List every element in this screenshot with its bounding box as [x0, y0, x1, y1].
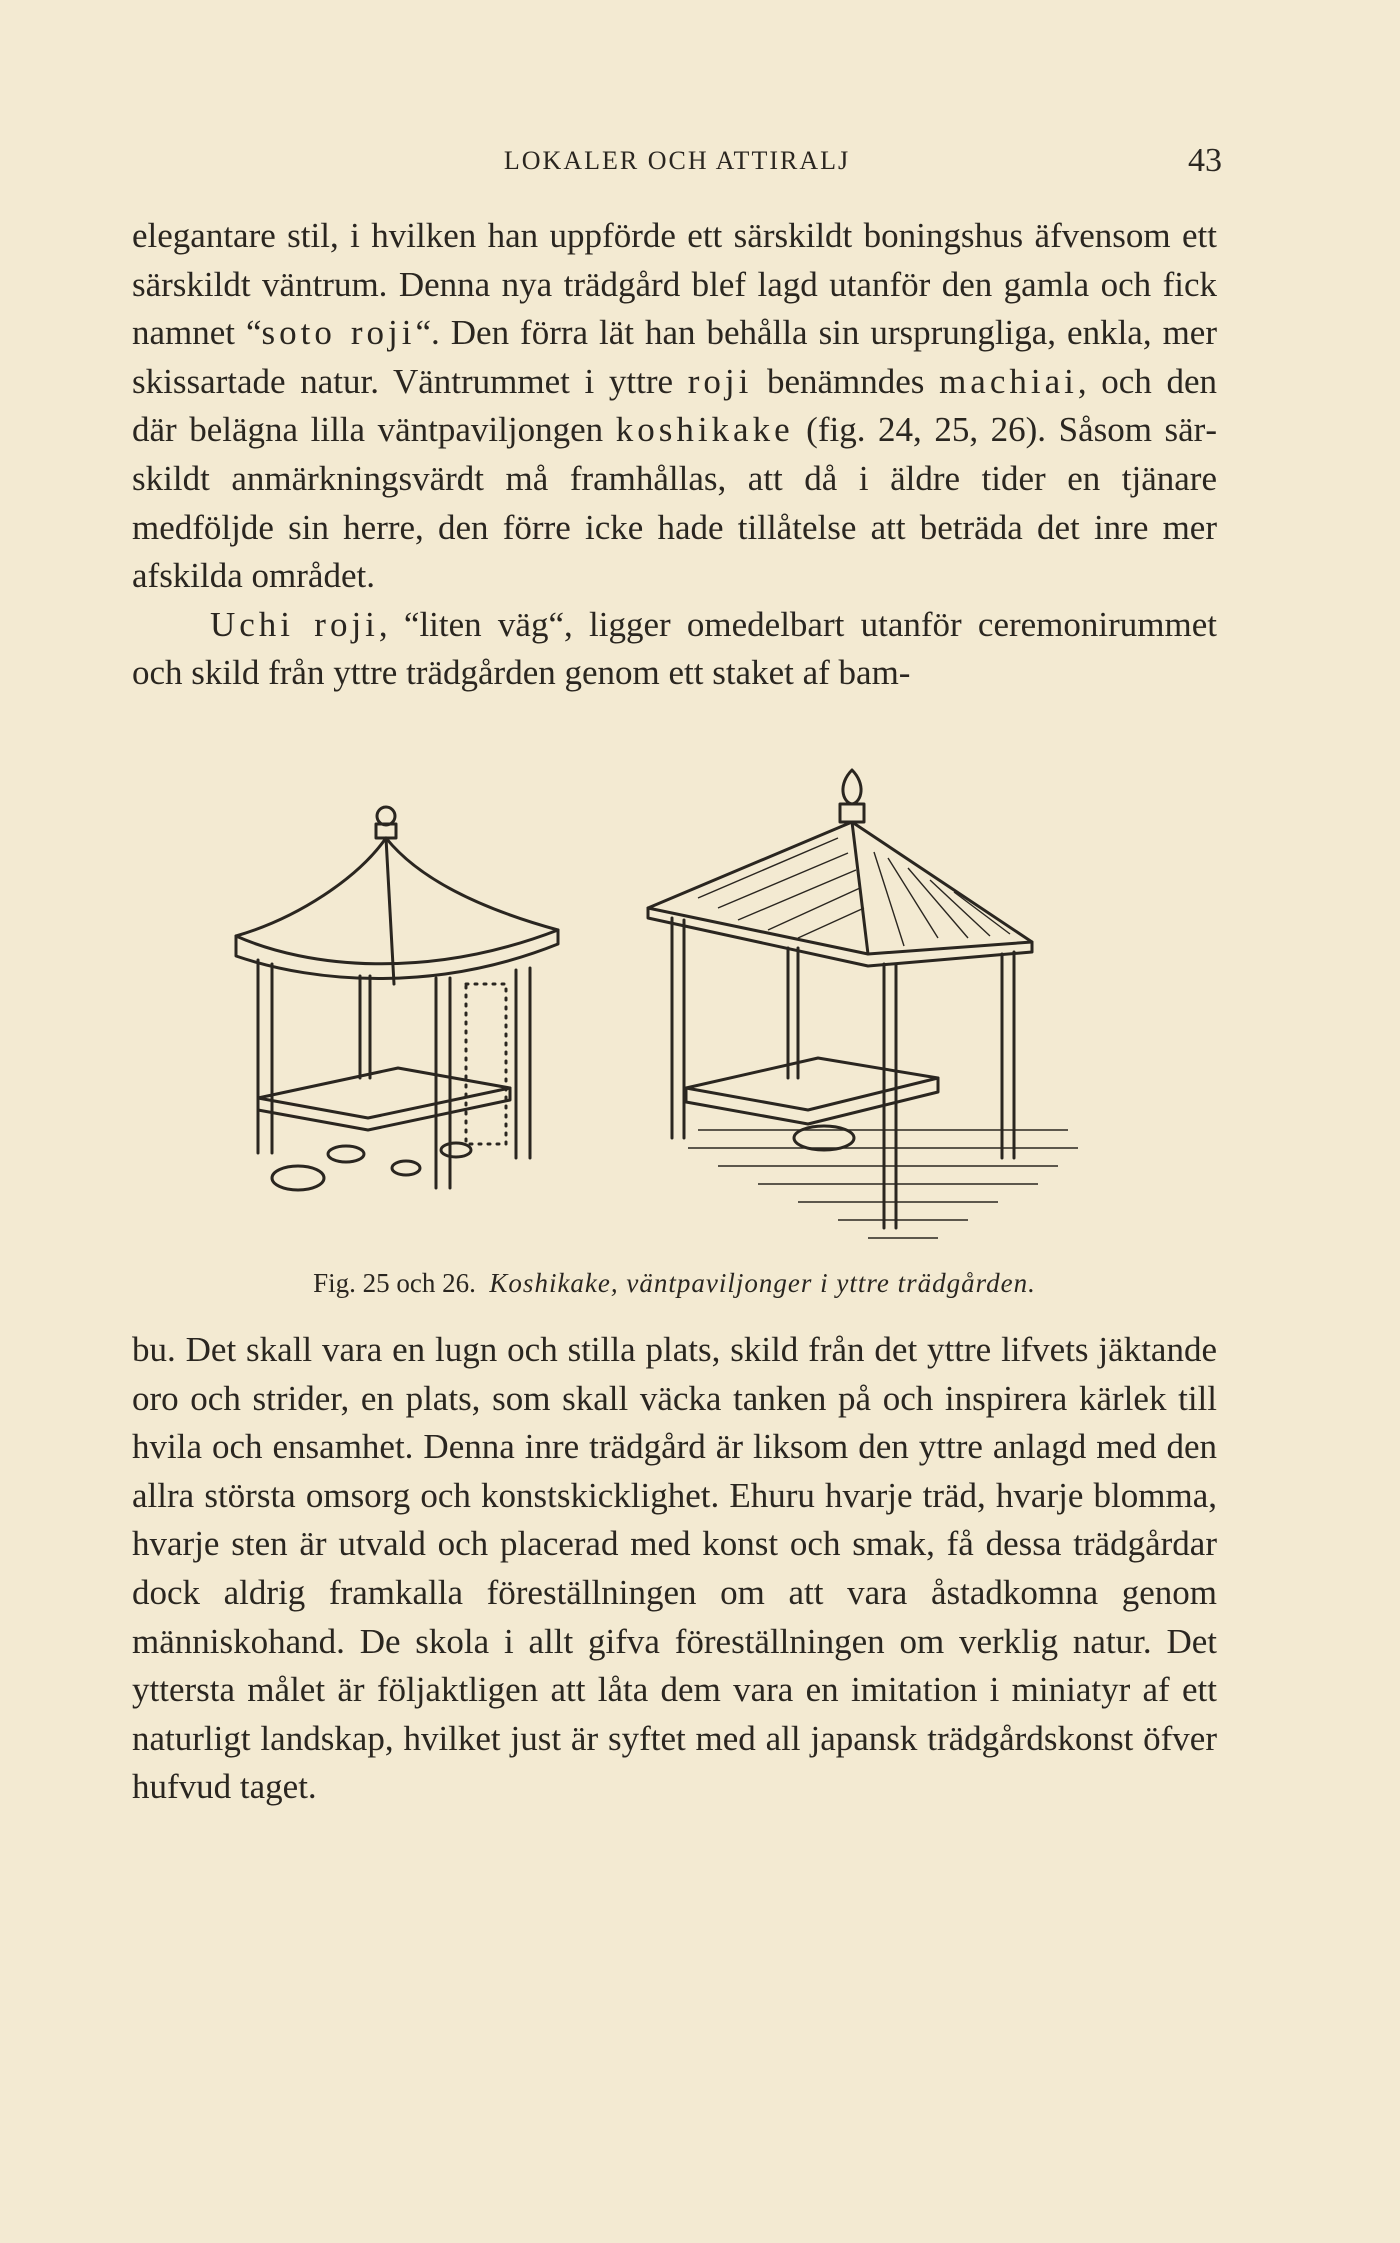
pavilion-illustration-fig25	[228, 758, 588, 1198]
paragraph-uchi-roji: Uchi roji, “liten väg“, ligger omedelbart utanför ceremonirummet och skild från yttre trädgården genom ett staket af bam-	[132, 604, 1217, 693]
caption-label: Fig. 25 och 26.	[313, 1268, 476, 1298]
term-soto-roji: soto roji	[261, 313, 416, 353]
term-roji: roji	[687, 361, 753, 401]
term-uchi-roji: Uchi roji	[210, 604, 379, 644]
running-title: LOKALER OCH ATTIRALJ	[503, 146, 851, 175]
figure-caption	[132, 1268, 1217, 1299]
pavilion-illustration-fig26	[638, 758, 1118, 1270]
term-koshikake: koshikake	[615, 410, 794, 450]
paragraph-continued: elegantare stil, i hvilken han uppförde ett särskildt boningshus äfvensom ett särskildt väntrum. Denna nya trädgård blef lagd utanför den gamla och fick namnet “soto roji“. Den förra lät han behålla sin ursprungliga, enkla, mer skissartade natur. Väntrummet i yttre roji benämndes machiai, och den där belägna lilla väntpaviljongen koshikake (fig. 24, 25, 26). Såsom särskildt anmärkningsvärdt må framhållas, att då i äldre tider en tjänare medföljde sin herre, den förre icke hade tillåtelse att beträda det inre mer afskilda området.	[132, 216, 1217, 596]
figure-pavilions	[228, 758, 1118, 1270]
page-number: 43	[1188, 142, 1222, 179]
term-machiai: machiai	[939, 361, 1078, 401]
text-block-bottom	[132, 1326, 1217, 1812]
text-block-top	[132, 212, 1217, 698]
running-head	[132, 142, 1222, 182]
caption-text: Koshikake, väntpaviljonger i yttre trädgården.	[489, 1268, 1036, 1298]
paragraph-continued-bottom: bu. Det skall vara en lugn och stilla plats, skild från det yttre lifvets jäktande oro och strider, en plats, som skall väcka tanken på och inspirera kärlek till hvila och ensamhet. Denna inre trädgård är liksom den yttre anlagd med den allra största omsorg och konstskicklighet. Ehuru hvarje träd, hvarje blomma, hvarje sten är utvald och placerad med konst och smak, få dessa trädgårdar dock aldrig framkalla föreställningen om att vara åstadkomna genom människohand. De skola i allt gifva föreställningen om verklig natur. Det yttersta målet är följaktligen att låta dem vara en imitation i miniatyr af ett naturligt landskap, hvilket just är syftet med all japansk trädgårdskonst öfver hufvud taget.	[132, 1330, 1217, 1807]
